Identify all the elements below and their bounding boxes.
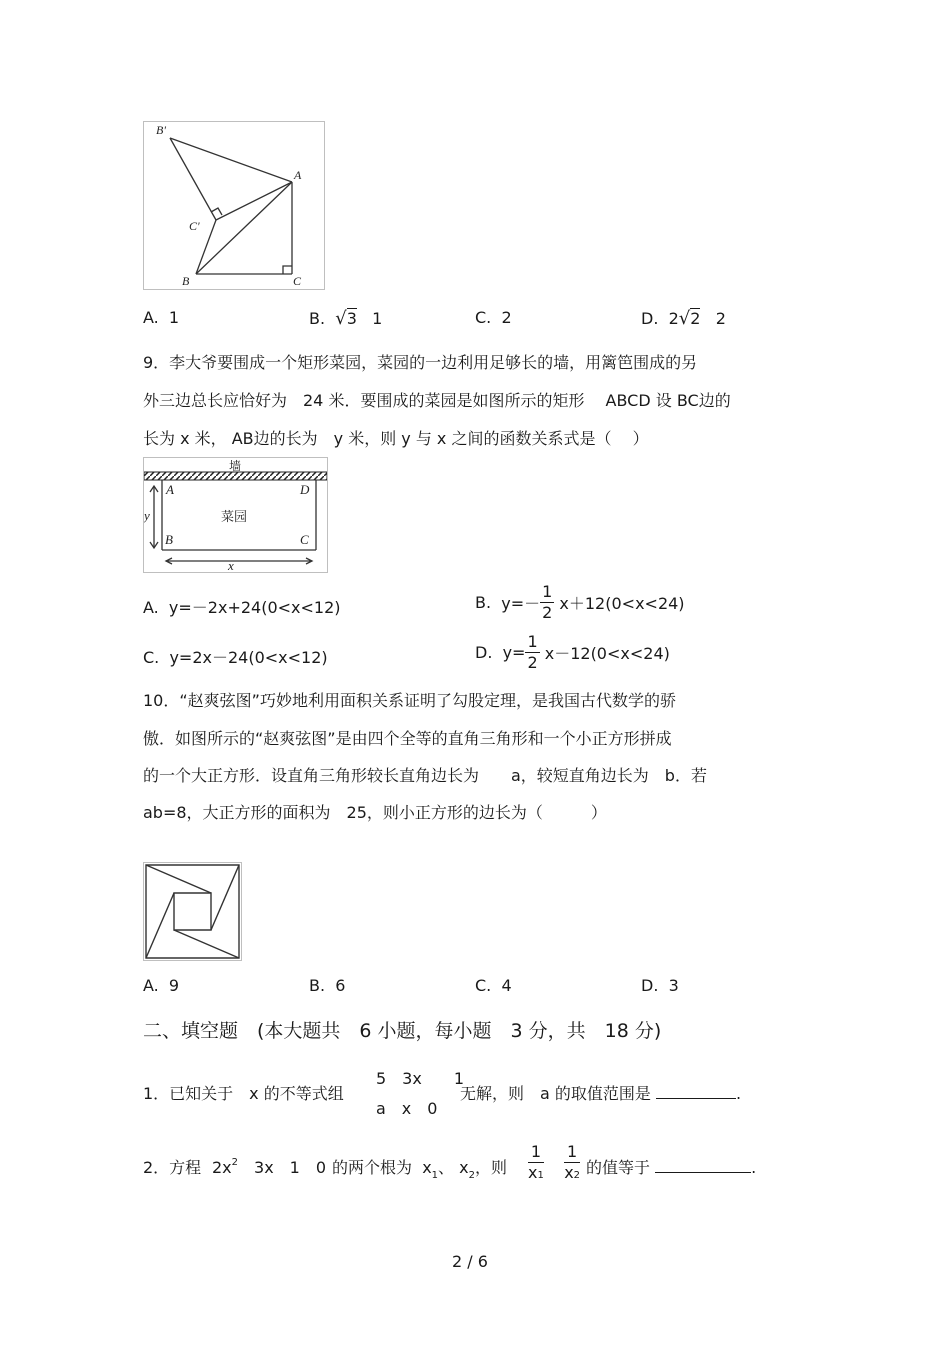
- q10-line1: 10．“赵爽弦图”巧妙地利用面积关系证明了勾股定理，是我国古代数学的骄: [143, 691, 676, 710]
- q8-option-d: D. 2√2 2: [641, 308, 726, 329]
- q10-option-b: B. 6: [309, 976, 346, 995]
- fq1-inequality-row1: 5 3x 1: [376, 1069, 465, 1088]
- q8-option-a: A. 1: [143, 308, 180, 327]
- section-title: 二、填空题 (本大题共 6 小题，每小题 3 分，共 18 分): [143, 1020, 662, 1042]
- fq2-expression: $\frac{1}{x1}$ $\frac{1}{x2}$: [528, 1142, 581, 1182]
- q9-option-c: C. y=2x－24(0<x<12): [143, 648, 328, 667]
- fq1-inequality-row2: a x 0: [376, 1099, 438, 1118]
- label-c: C: [293, 274, 302, 288]
- page-number: 2 / 6: [452, 1252, 488, 1271]
- fq2-answer-blank[interactable]: [655, 1156, 751, 1173]
- q9-option-a: A. y=－2x+24(0<x<12): [143, 598, 341, 617]
- q10-line4: ab=8，大正方形的面积为 25，则小正方形的边长为（ ）: [143, 803, 607, 822]
- label-y: y: [144, 508, 150, 523]
- q9-option-b: B. y=－ $\frac{1}{2}$ x＋12(0<x<24): [475, 582, 685, 622]
- label-garden: 菜园: [220, 510, 248, 525]
- q8-figure: [143, 121, 325, 290]
- label-a: A: [166, 482, 174, 497]
- label-b: B: [182, 274, 190, 288]
- q9-line3: 长为 x 米， AB边的长为 y 米，则 y 与 x 之间的函数关系式是（ ）: [143, 429, 649, 448]
- q10-option-c: C. 4: [475, 976, 512, 995]
- q8-option-c: C. 2: [475, 308, 512, 327]
- label-c-prime: C': [189, 219, 200, 233]
- label-x: x: [228, 558, 234, 572]
- q9-line1: 9．李大爷要围成一个矩形菜园，菜园的一边利用足够长的墙，用篱笆围成的另: [143, 353, 698, 372]
- label-wall: 墙: [228, 459, 242, 473]
- q10-line3: 的一个大正方形．设直角三角形较长直角边长为 a，较短直角边长为 b．若: [143, 766, 707, 785]
- fq1-answer-blank[interactable]: [656, 1082, 736, 1099]
- q10-line2: 傲．如图所示的“赵爽弦图”是由四个全等的直角三角形和一个小正方形拼成: [143, 729, 672, 748]
- fq2-suffix: 的值等于 .: [586, 1158, 757, 1177]
- label-b: B: [165, 532, 173, 547]
- fq2-equation: $2x^2$ 3x 1 0: [212, 1157, 327, 1177]
- fq1-suffix: 无解，则 a 的取值范围是 .: [460, 1084, 742, 1103]
- q10-option-a: A. 9: [143, 976, 180, 995]
- label-d: D: [300, 482, 310, 497]
- q8-option-b: B. √3 1: [309, 308, 383, 329]
- q9-option-d: D. y= $\frac{1}{2}$ x－12(0<x<24): [475, 632, 670, 672]
- fq2-roots: 的两个根为 $x_1$、 $x_2$，则: [332, 1158, 507, 1181]
- fq2-prefix: 2．方程: [143, 1158, 202, 1177]
- q10-figure: [143, 862, 242, 961]
- label-a: A: [294, 168, 302, 182]
- q10-option-d: D. 3: [641, 976, 679, 995]
- label-b-prime: B': [156, 123, 166, 137]
- fq1-prefix: 1．已知关于 x 的不等式组: [143, 1084, 344, 1103]
- label-c: C: [300, 532, 309, 547]
- q9-figure: [143, 457, 328, 573]
- q9-line2: 外三边总长应恰好为 24 米．要围成的菜园是如图所示的矩形 ABCD 设 BC边的: [143, 391, 731, 410]
